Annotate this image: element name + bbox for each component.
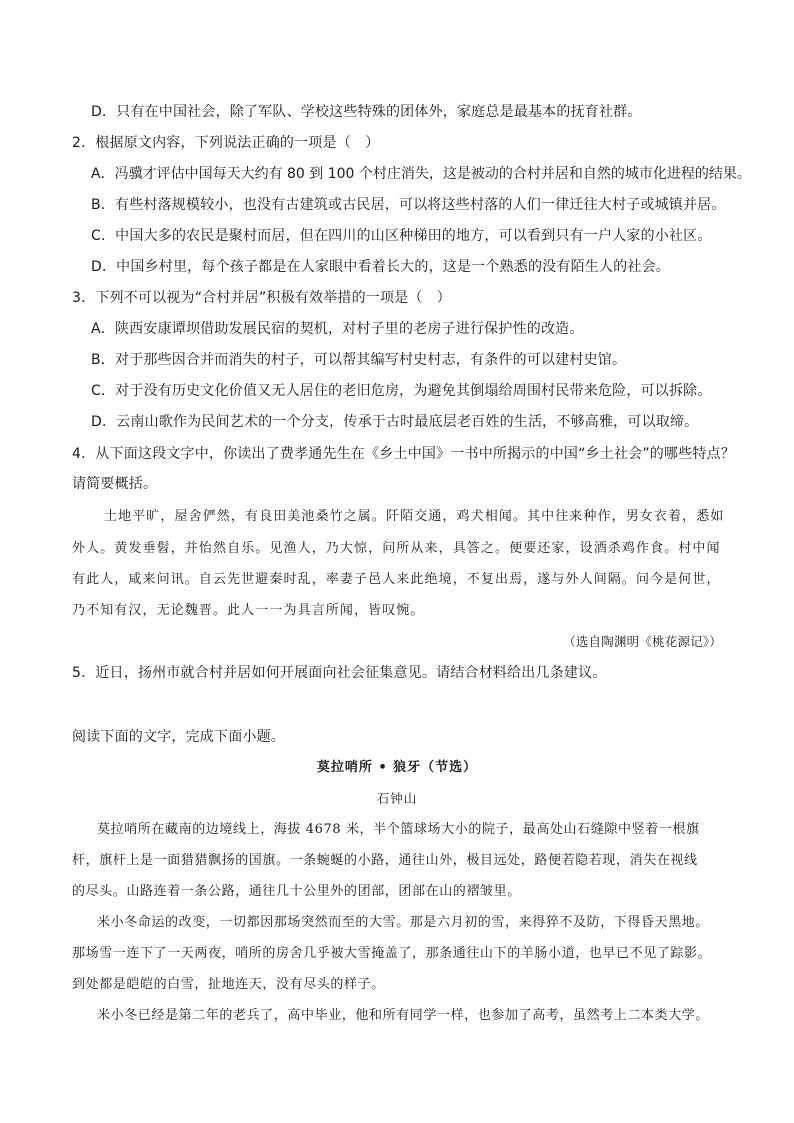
story-line: 米小冬命运的改变，一切都因那场突然而至的大雪。那是六月初的雪，来得猝不及防，下得昏天黑地。 — [97, 915, 710, 930]
q1-option-d: D．只有在中国社会，除了军队、学校这些特殊的团体外，家庭总是最基本的抚育社群。 — [91, 104, 642, 120]
q2-stem: 2．根据原文内容，下列说法正确的一项是（ ） — [72, 135, 380, 151]
q4-passage-line: 有此人，咸来问讯。自云先世避秦时乱，率妻子邑人来此绝境，不复出焉，遂与外人间隔。问今是何世， — [72, 572, 721, 587]
section-instruction: 阅读下面的文字，完成下面小题。 — [72, 729, 285, 745]
q4-passage-source: （选自陶渊明《桃花源记》） — [563, 634, 722, 649]
q2-option-d: D．中国乡村里，每个孩子都是在人家眼中看着长大的，这是一个熟悉的没有陌生人的社会。 — [91, 259, 670, 275]
story-line: 的尽头。山路连着一条公路，通往几十公里外的团部，团部在山的褶皱里。 — [72, 884, 521, 899]
q2-option-b: B．有些村落规模较小，也没有古建筑或古民居，可以将这些村落的人们一律迁往大村子或城镇并居。 — [91, 197, 726, 213]
story-author: 石钟山 — [376, 791, 418, 806]
q3-option-c: C．对于没有历史文化价值又无人居住的老旧危房，为避免其倒塌给周围村民带来危险，可以拆除。 — [91, 383, 712, 399]
q3-option-b: B．对于那些因合并而消失的村子，可以帮其编写村史村志，有条件的可以建村史馆。 — [91, 352, 627, 368]
story-line: 莫拉哨所在藏南的边境线上，海拔 4678 米，半个篮球场大小的院子，最高处山石缝隙中竖着一根旗 — [97, 822, 700, 837]
story-line: 那场雪一连下了一天两夜，哨所的房舍几乎被大雪掩盖了，那条通往山下的羊肠小道，也早已不见了踪影。 — [72, 946, 712, 961]
q2-option-c: C．中国大多的农民是聚村而居，但在四川的山区种梯田的地方，可以看到只有一户人家的小社区。 — [91, 228, 712, 244]
q3-option-d: D．云南山歌作为民间艺术的一个分支，传承于古时最底层老百姓的生活，不够高雅，可以取缔。 — [91, 414, 699, 430]
story-line: 米小冬已经是第二年的老兵了，高中毕业，他和所有同学一样，也参加了高考，虽然考上二本类大学。 — [97, 1008, 710, 1023]
q2-option-a: A．冯骥才评估中国每天大约有 80 到 100 个村庄消失，这是被动的合村并居和自然的城市化进程的结果。 — [91, 166, 751, 182]
q4-passage-line: 外人。黄发垂髫，并怡然自乐。见渔人，乃大惊，问所从来，具答之。便要还家，设酒杀鸡作食。村中闻 — [72, 541, 721, 556]
story-title: 莫拉哨所 • 狼牙（节选） — [316, 760, 478, 775]
q4-passage-line: 土地平旷，屋舍俨然，有良田美池桑竹之属。阡陌交通，鸡犬相闻。其中往来种作，男女衣着，悉如 — [104, 509, 725, 524]
q3-option-a: A．陕西安康谭坝借助发展民宿的契机，对村子里的老房子进行保护性的改造。 — [91, 321, 584, 337]
q4-stem-line2: 请简要概括。 — [72, 476, 158, 492]
story-line: 杆，旗杆上是一面猎猎飘扬的国旗。一条蜿蜒的小路，通往山外，极目远处，路便若隐若现，消失在视线 — [72, 853, 698, 868]
q4-stem-line1: 4．从下面这段文字中，你读出了费孝通先生在《乡土中国》一书中所揭示的中国“乡土社会”的哪些特点？ — [72, 446, 736, 462]
q3-stem: 3．下列不可以视为“合村并居”积极有效举措的一项是（ ） — [72, 290, 452, 306]
story-line: 到处都是皑皑的白雪，扯地连天，没有尽头的样子。 — [72, 977, 385, 992]
q5-stem: 5．近日，扬州市就合村并居如何开展面向社会征集意见。请结合材料给出几条建议。 — [72, 665, 607, 681]
q4-passage-line: 乃不知有汉，无论魏晋。此人一一为具言所闻，皆叹惋。 — [72, 603, 425, 618]
